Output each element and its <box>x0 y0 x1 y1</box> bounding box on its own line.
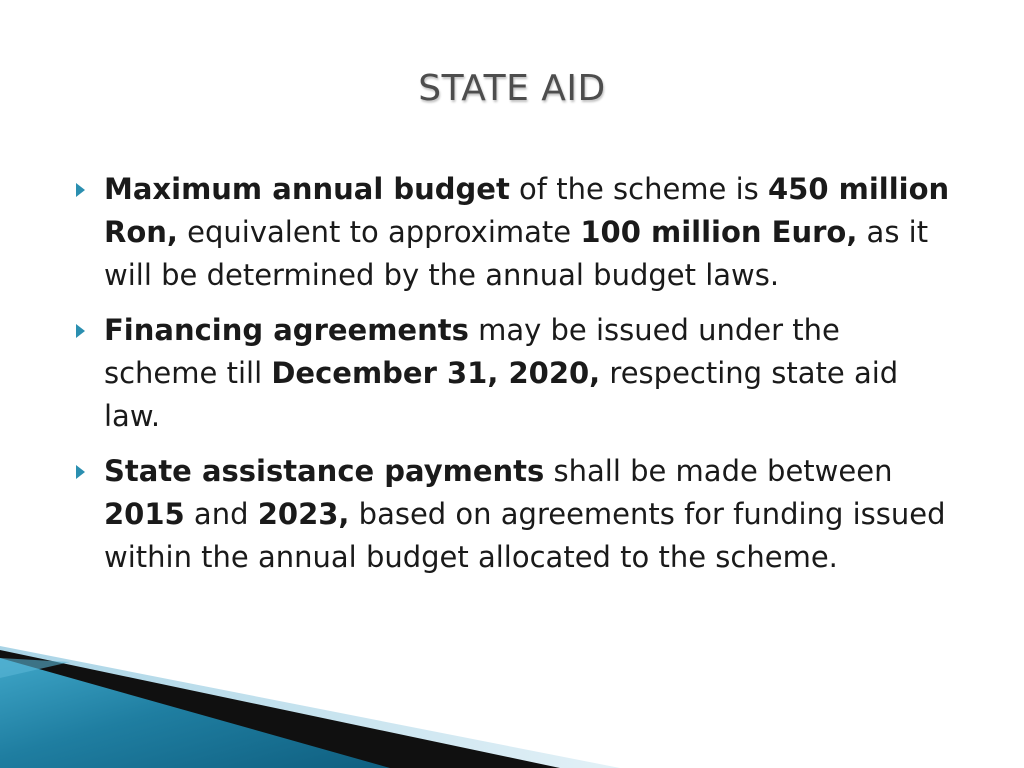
bullet-text-segment: and <box>184 497 258 531</box>
bullet-text-segment: 100 million Euro, <box>580 215 858 249</box>
bullet-arrow-icon <box>76 465 85 479</box>
bullet-text-segment: respecting state aid law. <box>104 356 899 433</box>
bullet-text-segment: State assistance payments <box>104 454 545 488</box>
slide-title: STATE AID <box>418 68 606 109</box>
bullet-text-segment: 2015 <box>104 497 185 531</box>
bullet-text-segment: as it will be determined by the annual budget laws. <box>104 215 929 292</box>
bullet-text-segment: based on agreements for funding issued within the annual budget allocated to the scheme. <box>104 497 946 574</box>
bullet-text-segment: of the scheme is <box>509 172 768 206</box>
bullet-text-segment: shall be made between <box>544 454 893 488</box>
bullet-text-segment: may be issued under the scheme till <box>104 313 840 390</box>
bullet-arrow-icon <box>76 324 85 338</box>
bullet-item-payments <box>72 450 952 579</box>
bullet-list <box>72 168 952 591</box>
corner-decoration <box>0 638 1024 768</box>
bullet-arrow-icon <box>76 183 85 197</box>
bullet-text-segment: equivalent to approximate <box>177 215 581 249</box>
bullet-text-segment: 450 million Ron, <box>104 172 950 249</box>
bullet-text-segment: December 31, 2020, <box>271 356 601 390</box>
bullet-text-segment: 2023, <box>257 497 350 531</box>
bullet-text-segment: Maximum annual budget <box>104 172 510 206</box>
bullet-item-financing <box>72 309 952 438</box>
bullet-item-budget <box>72 168 952 297</box>
bullet-text-segment: Financing agreements <box>104 313 469 347</box>
